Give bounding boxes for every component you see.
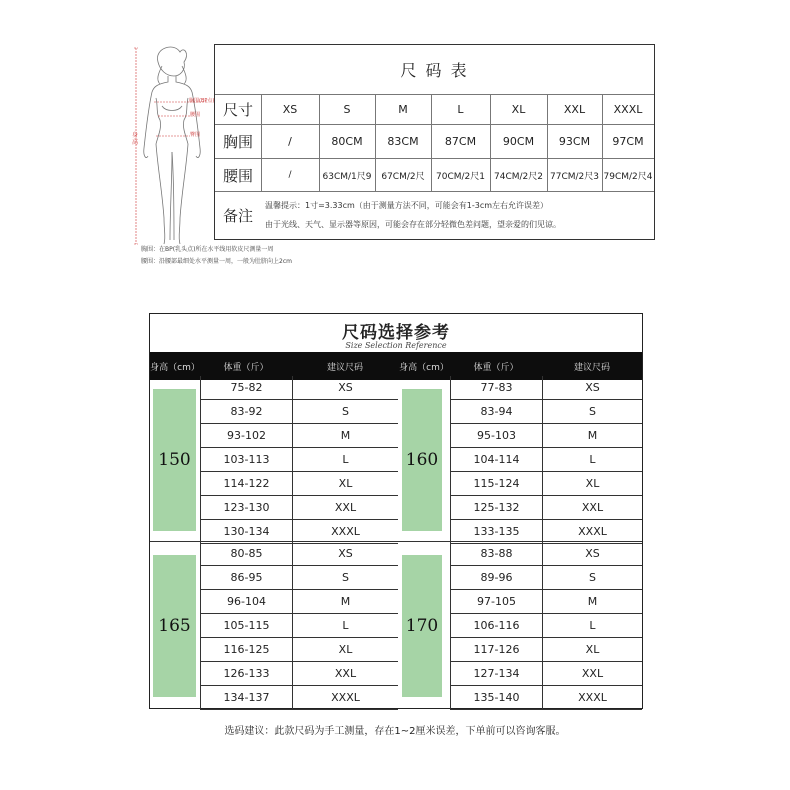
size-cell: XS bbox=[542, 376, 642, 400]
header-height-right: 身高（cm） bbox=[399, 362, 449, 373]
size-cell: L bbox=[292, 448, 398, 472]
body-measurement-figure bbox=[128, 40, 218, 250]
size-cell: XXL bbox=[542, 662, 642, 686]
size-cell: L bbox=[542, 614, 642, 638]
sizes-row-label: 尺寸 bbox=[222, 101, 253, 119]
weight-cell: 105-115 bbox=[200, 614, 292, 638]
size-cell: XXL bbox=[563, 103, 586, 116]
waist-cell: 67CM/2尺 bbox=[381, 171, 425, 182]
figure-bust-label bbox=[189, 97, 214, 104]
size-cell: M bbox=[398, 103, 408, 116]
weight-cell: 83-88 bbox=[450, 542, 542, 566]
weight-cell: 117-126 bbox=[450, 638, 542, 662]
weight-cell: 114-122 bbox=[200, 472, 292, 496]
weight-cell: 115-124 bbox=[450, 472, 542, 496]
waist-cell: 79CM/2尺4 bbox=[603, 171, 653, 182]
size-cell: XXXL bbox=[542, 520, 642, 544]
height-band-150: 150 bbox=[153, 389, 196, 531]
size-cell: XL bbox=[542, 638, 642, 662]
size-cell: XXXL bbox=[613, 103, 643, 116]
bust-cell: 97CM bbox=[612, 135, 644, 148]
size-cell: XXL bbox=[542, 496, 642, 520]
bust-cell: / bbox=[288, 135, 292, 148]
bust-cell: 87CM bbox=[444, 135, 477, 148]
size-cell: XXL bbox=[292, 496, 398, 520]
figure-note-bust: 胸围：在BP(乳头点)所在水平线用软皮尺测量一周 bbox=[141, 246, 274, 253]
bust-cell: 83CM bbox=[387, 135, 419, 148]
weight-cell: 127-134 bbox=[450, 662, 542, 686]
weight-cell: 116-125 bbox=[200, 638, 292, 662]
height-band-170: 170 bbox=[402, 555, 442, 697]
waist-row-label: 腰围 bbox=[222, 166, 253, 185]
notes-label: 备注 bbox=[222, 207, 253, 225]
size-reference-table bbox=[149, 313, 643, 709]
size-cell: XS bbox=[292, 542, 398, 566]
size-cell: S bbox=[292, 400, 398, 424]
weight-cell: 134-137 bbox=[200, 686, 292, 710]
figure-hip-label: 臀围 bbox=[190, 132, 201, 138]
reference-subtitle: Size Selection Reference bbox=[345, 341, 447, 350]
figure-waist-label: 腰围 bbox=[190, 112, 201, 118]
size-cell: S bbox=[542, 566, 642, 590]
weight-cell: 103-113 bbox=[200, 448, 292, 472]
weight-cell: 77-83 bbox=[450, 376, 542, 400]
height-band-165: 165 bbox=[153, 555, 196, 697]
waist-cell: / bbox=[288, 170, 292, 180]
size-cell: XS bbox=[282, 103, 298, 116]
weight-cell: 93-102 bbox=[200, 424, 292, 448]
weight-cell: 86-95 bbox=[200, 566, 292, 590]
size-cell: L bbox=[542, 448, 642, 472]
waist-cell: 70CM/2尺1 bbox=[436, 171, 485, 182]
size-cell: M bbox=[542, 424, 642, 448]
weight-cell: 106-116 bbox=[450, 614, 542, 638]
figure-bp-text: (BP点) bbox=[199, 98, 215, 104]
size-cell: S bbox=[542, 400, 642, 424]
size-cell: M bbox=[542, 590, 642, 614]
weight-cell: 125-132 bbox=[450, 496, 542, 520]
notes-line-2: 由于光线、天气、显示器等原因，可能会存在部分轻微色差问题，望亲爱的们见谅。 bbox=[265, 220, 561, 229]
weight-cell: 97-105 bbox=[450, 590, 542, 614]
size-cell: XXXL bbox=[292, 520, 398, 544]
weight-cell: 123-130 bbox=[200, 496, 292, 520]
body-silhouette-illustration bbox=[128, 40, 218, 250]
waist-cell: 77CM/2尺3 bbox=[550, 171, 599, 182]
figure-note-waist: 腰围：沿腰部最细处水平测量一周，一般为肚脐向上2cm bbox=[141, 258, 292, 265]
header-weight-right: 体重（斤） bbox=[473, 362, 519, 373]
weight-cell: 104-114 bbox=[450, 448, 542, 472]
size-advice-footer: 选码建议：此款尺码为手工测量，存在1~2厘米误差，下单前可以咨询客服。 bbox=[224, 726, 566, 737]
size-cell: XL bbox=[511, 103, 526, 116]
size-cell: XS bbox=[292, 376, 398, 400]
notes-line-1: 温馨提示：1寸=3.33cm（由于测量方法不同，可能会有1-3cm左右允许误差） bbox=[265, 201, 549, 210]
waist-cell: 63CM/1尺9 bbox=[322, 171, 372, 182]
size-cell: XXXL bbox=[542, 686, 642, 710]
size-cell: XL bbox=[292, 638, 398, 662]
bust-cell: 93CM bbox=[558, 135, 591, 148]
bust-row-label: 胸围 bbox=[222, 133, 253, 151]
header-height-left: 身高（cm） bbox=[150, 362, 200, 373]
figure-bust-text: 胸围 bbox=[189, 98, 200, 104]
size-chart-table bbox=[214, 44, 655, 240]
weight-cell: 126-133 bbox=[200, 662, 292, 686]
size-chart-notes bbox=[265, 196, 561, 234]
header-weight-left: 体重（斤） bbox=[223, 362, 269, 373]
size-cell: S bbox=[343, 103, 351, 116]
size-cell: L bbox=[457, 103, 464, 116]
size-chart-title: 尺 码 表 bbox=[400, 61, 469, 80]
weight-cell: 83-92 bbox=[200, 400, 292, 424]
weight-cell: 83-94 bbox=[450, 400, 542, 424]
size-cell: XXL bbox=[292, 662, 398, 686]
weight-cell: 89-96 bbox=[450, 566, 542, 590]
weight-cell: 133-135 bbox=[450, 520, 542, 544]
header-size-right: 建议尺码 bbox=[573, 362, 610, 373]
size-cell: M bbox=[292, 424, 398, 448]
size-cell: M bbox=[292, 590, 398, 614]
size-cell: XXXL bbox=[292, 686, 398, 710]
size-cell: XL bbox=[292, 472, 398, 496]
height-band-160: 160 bbox=[402, 389, 442, 531]
size-cell: L bbox=[292, 614, 398, 638]
bust-cell: 80CM bbox=[331, 135, 363, 148]
weight-cell: 135-140 bbox=[450, 686, 542, 710]
weight-cell: 80-85 bbox=[200, 542, 292, 566]
figure-height-label: 身高 bbox=[132, 132, 139, 146]
size-cell: S bbox=[292, 566, 398, 590]
header-size-left: 建议尺码 bbox=[326, 362, 363, 373]
weight-cell: 96-104 bbox=[200, 590, 292, 614]
center-divider bbox=[150, 541, 642, 542]
divider bbox=[215, 191, 654, 192]
waist-cell: 74CM/2尺2 bbox=[494, 171, 543, 182]
size-cell: XS bbox=[542, 542, 642, 566]
weight-cell: 95-103 bbox=[450, 424, 542, 448]
weight-cell: 75-82 bbox=[200, 376, 292, 400]
reference-title: 尺码选择参考 bbox=[342, 323, 450, 343]
size-cell: XL bbox=[542, 472, 642, 496]
figure-notes bbox=[141, 244, 292, 268]
weight-cell: 130-134 bbox=[200, 520, 292, 544]
bust-cell: 90CM bbox=[502, 135, 535, 148]
